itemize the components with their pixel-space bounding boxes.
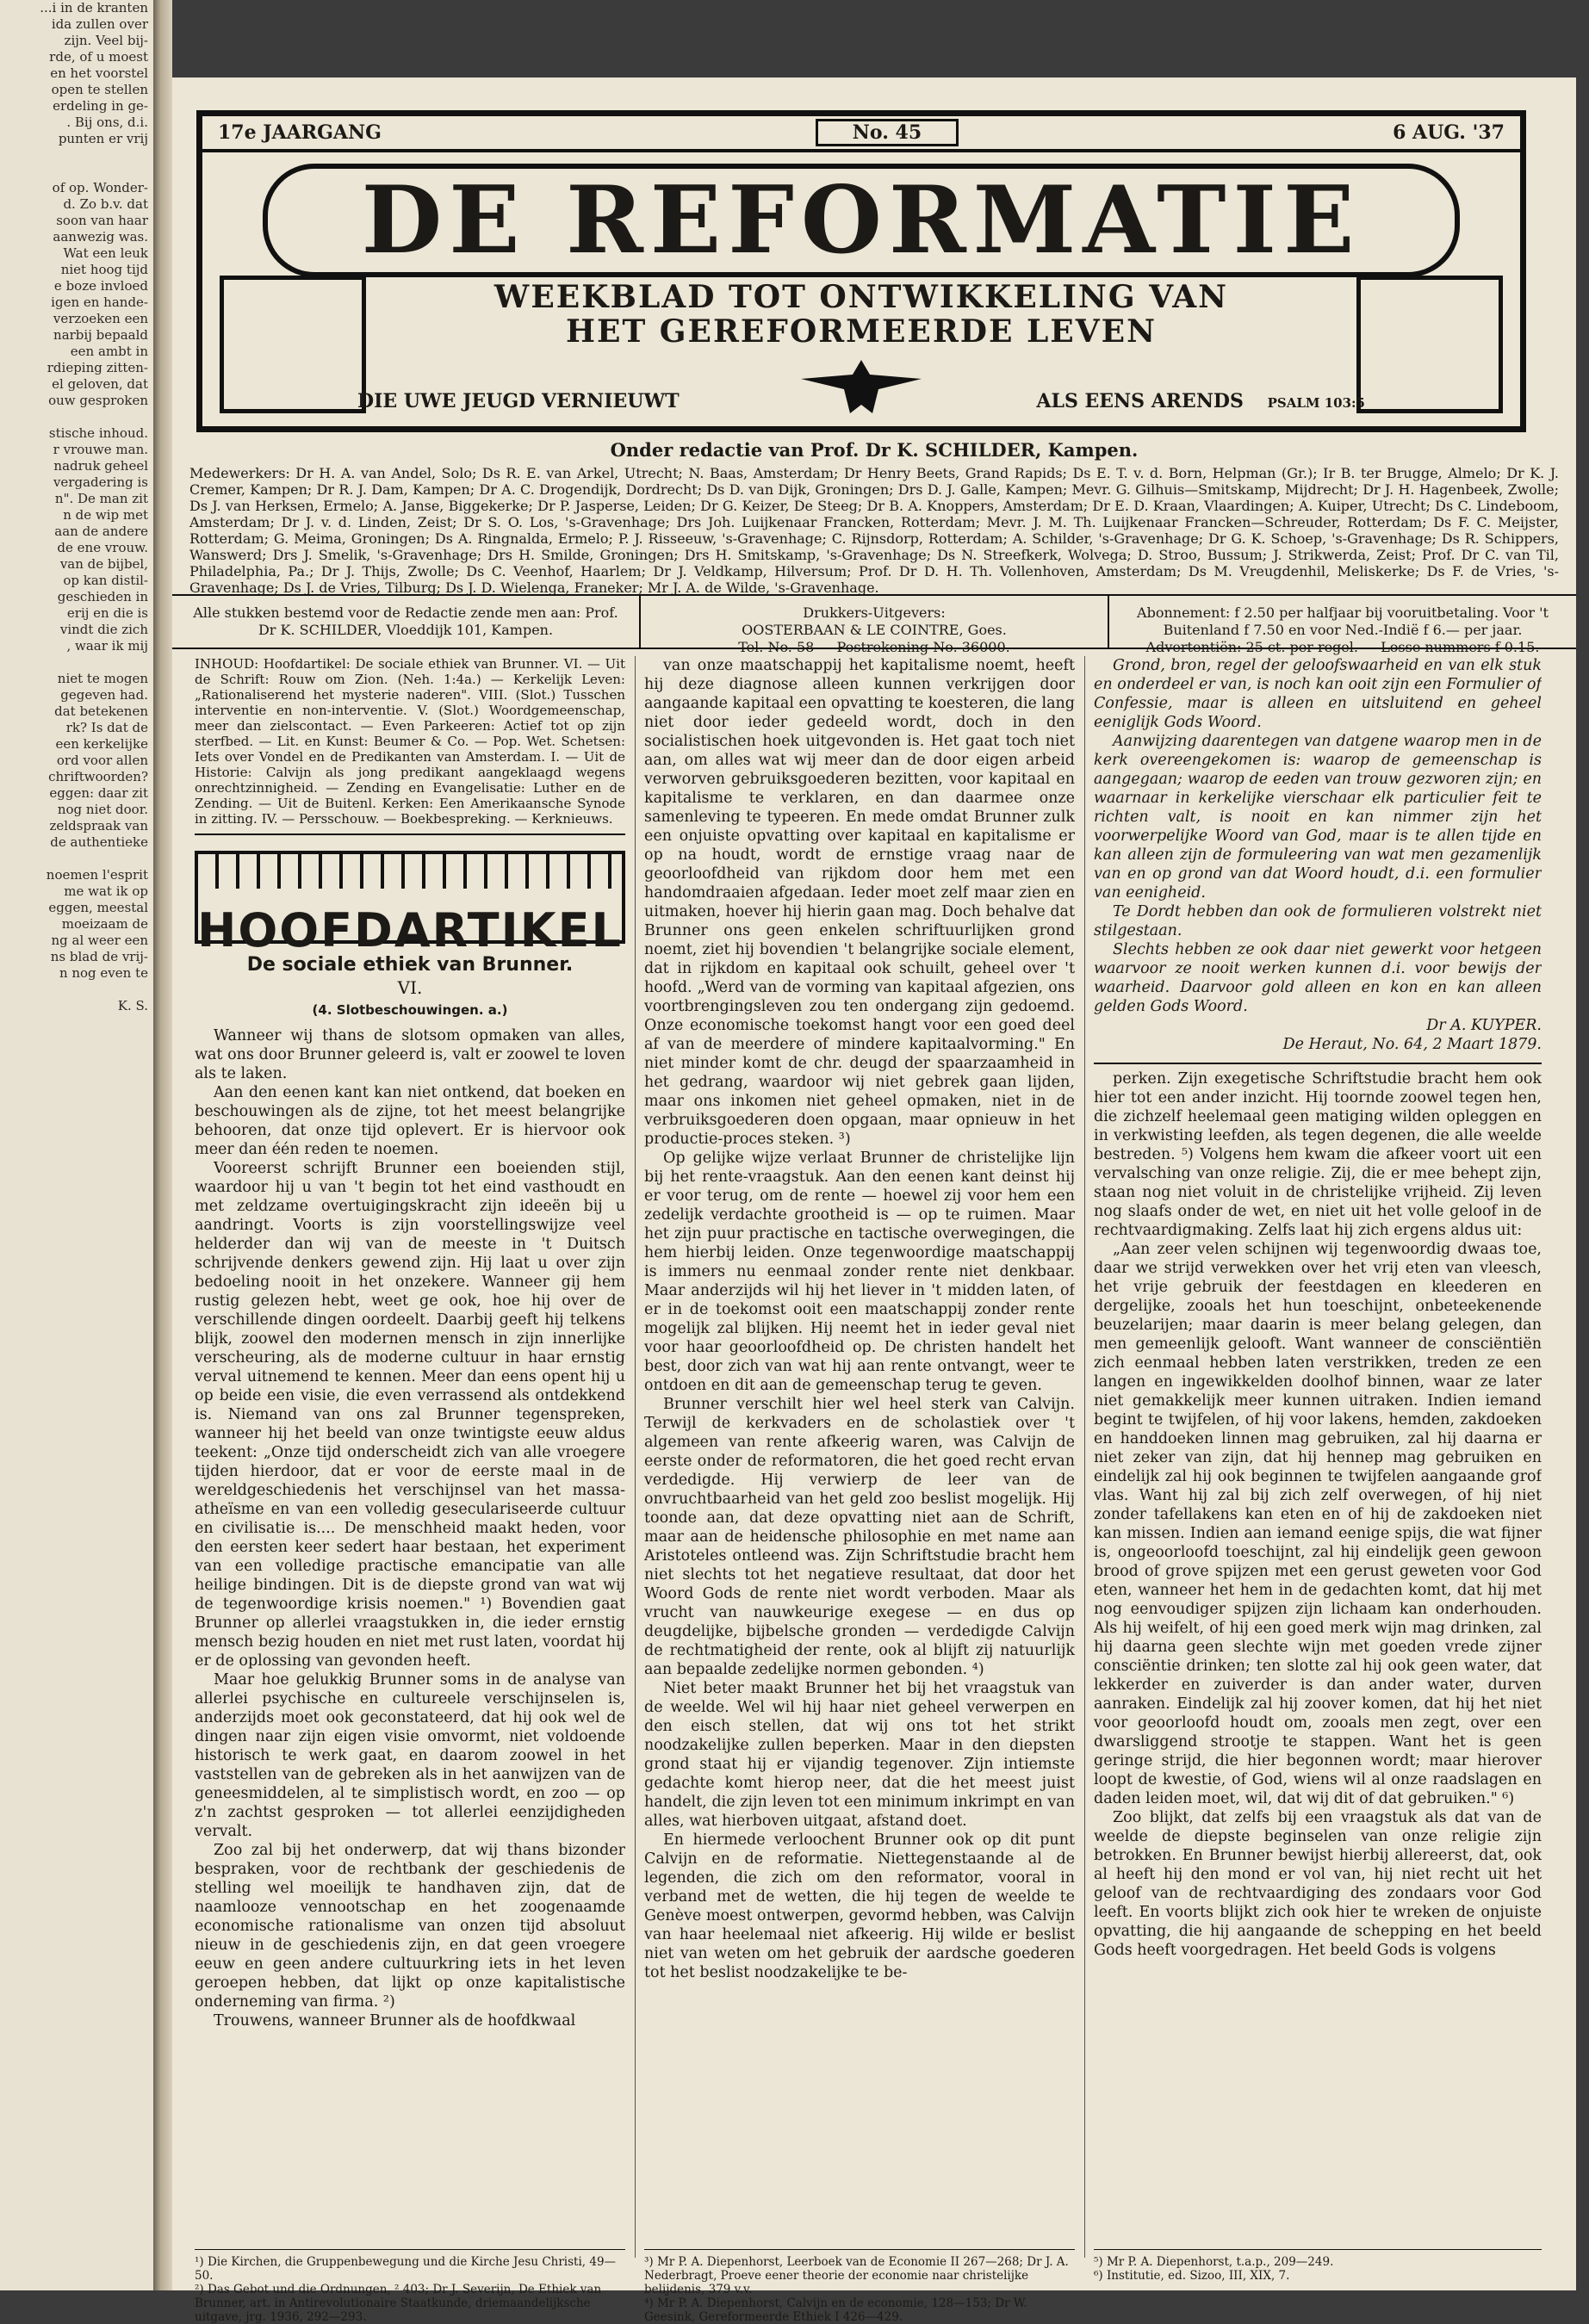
footnote: ⁴) Mr P. A. Diepenhorst, Calvijn en de economie, 128—153; Dr W. Geesink, Gereformeerde Ethiek I 426—429. [644,2296,1027,2324]
contributors-list: Medewerkers: Dr H. A. van Andel, Solo; Ds R. E. van Arkel, Utrecht; N. Baas, Amsterdam; Dr Henry Beets, Grand Rapids; Ds E. T. v. d. Born, Helpman (Gr.); Ir B. ter Brugge, Almelo; Dr K. J. Cremer, Kampen; Dr R. J. Dam, Kampen; Dr A. C. Drogendijk, Dordrecht; Ds D. van Dijk, Groningen; Drs D. J. Galle, Kampen; Mevr. G. Gilhuis—Smitskamp, Mijdrecht; Dr J. H. Hagenbeek, Zwolle; Ds J. van Herksen, Ermelo; A. Janse, Biggekerke; Dr P. Jasperse, Leiden; Dr G. Keizer, De Steeg; Dr B. A. Knoppers, Amsterdam; Dr E. D. Kraan, Vlaardingen; A. Kuiper, Utrecht; Ds C. Lindeboom, Amsterdam; Dr J. v. d. Linden, Zeist; Dr S. O. Los, 's-Gravenhage; Drs Joh. Luijkenaar Francken, Rotterdam; Mevr. J. M. Th. Luijkenaar Francken—Schreuder, Rotterdam; Ds F. C. Meijster, Rotterdam; G. Meima, Groningen; Ds A. Ringnalda, Ermelo; P. J. Risseeuw, 's-Gravenhage; C. Rijnsdorp, Rotterdam; A. Schilder, 's-Gravenhage; Dr G. K. Schoep, 's-Gravenhage; Ds R. Schippers, Wanswerd; Drs J. Smelik, 's-Gravenhage; Drs H. Smilde, Groningen; Drs H. Smitskamp, 's-Gravenhage; Ds N. Streefkerk, Wolvega; D. Stroo, Bussum; J. Strikwerda, Zeist; Prof. Dr C. van Til, Philadelphia, Pa.; Dr J. Thijs, Zwolle; Ds C. Veenhof, Haarlem; Dr J. Veldkamp, Hilversum; Prof. Dr D. H. Th. Vollenhoven, Amsterdam; Ds M. Vreugdenhil, Meliskerke; Ds F. de Vries, 's-Gravenhage; Ds J. de Vries, Tilburg; Ds J. D. Wielenga, Franeker; Mr J. A. de Wilde, 's-Gravenhage. [189,465,1559,596]
prev-page-line: nadruk geheel [53,458,148,474]
prev-page-line: de ene vrouw. [57,540,148,555]
column-rule-2 [1084,656,1085,2258]
issue-number: No. 45 [816,119,959,146]
prev-page-line: geschieden in [57,589,148,604]
ornament-right [1356,276,1503,413]
column-2 [644,656,1075,2249]
column-2-body [644,656,1075,1982]
quote-body [1094,656,1542,1016]
article-paragraph: Niet beter maakt Brunner het bij het vraagstuk van de weelde. Wel wil hij haar niet geheel verwerpen en den eisch stellen, dat wij ons tot het strikt noodzakelijke zullen beperken. Maar in den diepsten grond staat hij er vijandig tegenover. Zijn intiemste gedachte komt hierop neer, dat die het meest juist handelt, die zijn leven tot een minimum inkrimpt en van alles, wat hierboven uitgaat, afstand doet. [644,1680,1075,1830]
quote-paragraph: Te Dordt hebben dan ook de formulieren volstrekt niet stilgestaan. [1094,903,1542,939]
footnote: ⁶) Institutie, ed. Sizoo, III, XIX, 7. [1094,2269,1290,2283]
article-title: De sociale ethiek van Brunner. [246,954,574,976]
publisher-name: OOSTERBAAN & LE COINTRE, Goes. [742,622,1007,638]
ornament-left [220,276,366,413]
prev-page-line: gegeven had. [60,687,148,703]
prev-page-line: r vrouwe man. [53,442,148,457]
masthead [196,110,1526,432]
section-heading: HOOFDARTIKEL [195,851,625,944]
prev-page-line [0,147,153,164]
publisher-phone: Tel. No. 58 — Postrekening No. 36000. [738,639,1010,655]
quote-paragraph: Aanwijzing daarentegen van datgene waarop men in de kerk overeengekomen is: waarop de gemeenschap is aangegaan; waarop de eeden van trouw gezworen zijn; en waarnaar in kerkelijke vierschaar elk particulier feit te richten valt, is nooit en kan nimmer zijn het voorwerpelijke Woord van God, maar is te allen tijde en kan alleen zijn de formuleering van wat men gezamenlijk van en op grond van dat Woord houdt, d.i. een formulier van eenigheid. [1094,733,1542,902]
quote-paragraph: Grond, bron, regel der geloofswaarheid en van elk stuk en onderdeel er van, is noch kan ooit zijn een Formulier of Confessie, maar is alleen en uitsluitend en geheel eeniglijk Gods Woord. [1094,657,1542,731]
newspaper-subtitle [461,280,1262,349]
footnotes-column-2 [644,2249,1075,2324]
prev-page-line: ord voor allen [56,753,148,768]
masthead-motto [357,390,1365,412]
article-part: VI. [397,977,423,998]
article-paragraph: Zoo zal bij het onderwerp, dat wij thans bizonder bespraken, voor de rechtbank der geschiedenis de stelling wel moeilijk te handhaven zijn, dat de naamlooze vennootschap en het zoogenaamde economische rationalisme van onzen tijd absoluut nieuw in de geschiedenis zijn, en dat geen vroegere eeuw en geen andere cultuurkring iets in het leven geroepen hebben, dat lijkt op onze kapitalistische onderneming van firma. ²) [195,1842,625,2011]
article-paragraph: van onze maatschappij het kapitalisme noemt, heeft hij deze diagnose alleen kunnen verkrijgen door aangaande kapitaal een opvatting te koesteren, die lang niet door ieder gedeeld wordt, doch in den socialistischen hoek uitgevonden is. Het gaat toch niet aan, om alles wat wij meer dan de door eigen arbeid verworven gebruiksgoederen bezitten, voor kapitaal en kapitalisme te verklaren, en dan daarmee onze samenleving te typeeren. En mede omdat Brunner zulk een onjuiste opvatting over kapitaal en kapitalisme er op na houdt, wordt de ernstige vraag naar de geoorloofdheid van rijkdom door hem met een handomdraaien afgedaan. Ieder moet zelf maar zien en uitmaken, hoever hij hierin gaan mag. Doch behalve dat Brunner ons geen enkelen schriftuurlijken grond noemt, ziet hij bovendien 't belangrijke sociale element, dat in rijkdom en kapitaal ook schuilt, geheel over 't hoofd. „Werd van de vorming van kapitaal afgezien, ons voortbrengingsleven zou ten ondergang zijn gedoemd. Onze economische toekomst hangt voor een goed deel af van de meerdere of mindere kapitaalvorming." En niet minder komt de chr. deugd der spaarzaamheid in het gedrang, waardoor wij niet gebrek gaan lijden, maar ons inkomen niet geheel opmaken, niet in de verbruiksgoederen doen opgaan, maar opnieuw in het productie-proces steken. ³) [644,657,1075,1148]
previous-page-strip [0,0,153,2290]
prev-page-line: van de bijbel, [59,556,148,572]
prev-page-line: eggen: daar zit [49,785,148,801]
prev-page-line: ns blad de vrij- [50,949,148,964]
motto-left: DIE UWE JEUGD VERNIEUWT [357,390,680,412]
footnote: ³) Mr P. A. Diepenhorst, Leerboek van de Economie II 267—268; Dr J. A. Nederbragt, Proeve eener theorie der economie naar christelijke belijdenis, 379 v.v. [644,2255,1069,2296]
prev-page-line: een ambt in [70,344,148,359]
prev-page-line: zeldspraak van [49,818,148,834]
subscription-info: Abonnement: f 2.50 per halfjaar bij vooruitbetaling. Voor 't Buitenland f 7.50 en voor Ned.-Indië f 6.— per jaar. Advertentiën: 25 ct. per regel. — Losse nummers f 0.15. [1108,596,1576,648]
publication-info [172,594,1576,655]
article-paragraph: Trouwens, wanneer Brunner als de hoofdkwaal [214,2012,576,2030]
prev-page-line: ida zullen over [51,16,148,32]
article-paragraph: perken. Zijn exegetische Schriftstudie bracht hem ook hier tot een ander inzicht. Hij toornde zoowel tegen hen, die zichzelf heelemaal geen matiging wilden opleggen en in verkwisting leefden, als tegen degenen, die alle weelde bestreden. ⁵) Volgens hem kwam die afkeer voort uit een vervalsching van onze religie. Zij, die er mee behept zijn, staan nog niet voluit in de christelijke vrijheid. Zij leven nog slaafs onder de wet, en niet uit het volle geloof in de rechtvaardigmaking. Zelfs laat hij zich ergens aldus uit: [1094,1070,1542,1239]
editor-line: Onder redactie van Prof. Dr K. SCHILDER, Kampen. [610,439,1139,461]
motto-right-wrap [1036,390,1365,412]
prev-page-line: niet te mogen [57,671,148,686]
issue-date: 6 AUG. '37 [1393,121,1505,144]
prev-page-line [0,654,153,671]
prev-page-line: en het voorstel [50,65,148,81]
column-1 [195,656,625,2249]
prev-page-line: n". De man zit [54,491,148,506]
motto-right: ALS EENS ARENDS [1036,390,1244,412]
editorial-address: Alle stukken bestemd voor de Redactie zende men aan: Prof. Dr K. SCHILDER, Vloeddijk 101, Kampen. [193,604,618,638]
prev-page-line: K. S. [117,998,148,1013]
table-of-contents: INHOUD: Hoofdartikel: De sociale ethiek van Brunner. VI. — Uit de Schrift: Rouw om Zion. (Neh. 1:4a.) — Kerkelijk Leven: „Rationaliserend het mysterie naderen". VIII. (Slot.) Tusschen interventie en non-interventie. V. (Slot.) Woordgemeenschap, meer dan zielscontact. — Even Parkeeren: Actief tot op zijn sterfbed. — Lit. en Kunst: Beumer & Co. — Pop. Wet. Schetsen: Iets over Vondel en de Predikanten van Amsterdam. I. — Uit de Historie: Calvijn als jong predikant aangeklaagd wegens onrechtzinnigheid. — Zending en Evangelisatie: Luther en de Zending. — Uit de Buitenl. Kerken: Een Amerikaansche Synode in zitting. IV. — Persschouw. — Boekbespreking. — Kerknieuws. [195,656,625,835]
prev-page-line: ng al weer een [51,933,148,948]
article-paragraph: Vooreerst schrijft Brunner een boeienden stijl, waardoor hij u van 't begin tot het eind vasthoudt en met zeldzame overtuigingskracht zijn ideeën bij u aandringt. Voorts is zijn voorstellingswijze veel helderder dan wij van de meeste in 't Duitsch schrijvende denkers gewend zijn. Hij laat u over zijn bedoeling nooit in het onzekere. Wanneer gij hem rustig gelezen hebt, weet ge ook, hoe hij over de verschillende dingen oordeelt. Daarbij geeft hij telkens blijk, zoowel den modernen mensch in zijn innerlijke verscheuring, als de moderne cultuur in haar ernstig verval uitnemend te kennen. Meer dan eens opent hij u op beide een visie, die even verrassend als ontdekkend is. Niemand van ons zal Brunner tegenspreken, wanneer hij het beeld van onze twintigste eeuw aldus teekent: „Onze tijd onderscheidt zich van alle vroegere tijden hierdoor, dat er voor de eerste maal in de wereldgeschiedenis het verschijnsel van het massa-atheïsme en van een volledig geseculariseerde cultuur en civilisatie is.... De menschheid maakt heden, voor den eersten keer sedert haar bestaan, het experiment van een volledige practische emancipatie van alle heilige bindingen. Dit is de diepste grond van wat wij de tegenwoordige krisis noemen." ¹) Bovendien gaat Brunner op allerlei vraagstukken in, die ieder ernstig mensch bezig houden en niet met rust laten, voordat hij er de oplossing van gevonden heeft. [195,1160,625,1670]
prev-page-line: n de wip met [63,507,148,523]
article-paragraph: Maar hoe gelukkig Brunner soms in de analyse van allerlei psychische en cultureele verschijnselen is, anderzijds moet ook geconstateerd, dat hij ook wel de dingen naar zijn eigen visie omvormt, niet voldoende historisch te werk gaat, en daarom zoowel in het vaststellen van de gebreken als in het aanwijzen van de geneesmiddelen, al te simplistisch wordt, en zoo — op z'n zachtst gesproken — tot allerlei eenzijdigheden vervalt. [195,1671,625,1840]
newspaper-page [172,77,1576,2324]
prev-page-line: vindt die zich [59,622,148,637]
prev-page-line [0,851,153,867]
article-subtitle: (4. Slotbeschouwingen. a.) [312,1002,508,1018]
column-1-body [195,1026,625,2030]
article-paragraph: Wanneer wij thans de slotsom opmaken van alles, wat ons door Brunner geleerd is, valt er zoowel te loven als te laken. [195,1027,625,1082]
column-rule-1 [635,656,636,2258]
prev-page-line: noemen l'esprit [46,867,148,883]
prev-page-line: . Bij ons, d.i. [66,115,148,130]
prev-page-line: ouw gesproken [48,393,148,408]
footnotes-column-1 [195,2249,625,2324]
prev-page-line: me wat ik op [64,883,148,899]
prev-page-line [0,164,153,180]
article-paragraph: „Aan zeer velen schijnen wij tegenwoordig dwaas toe, daar we strijd verwekken over het vrij eten van vleesch, het vrije gebruik der feestdagen en kleederen en dergelijke, zooals het hun toeschijnt, onbeteekenende beuzelarijen; maar daarin is meer belang gelegen, dan men gemeenlijk gelooft. Want wanneer de consciëntiën zich eenmaal hebben laten verstrikken, treden ze een langen en ingewikkelden doolhof binnen, waar ze later niet gemakkelijk meer kunnen uitraken. Indien iemand begint te twijfelen, of hij voor lakens, hemden, zakdoeken en handdoeken linnen mag gebruiken, zal hij daarna er niet zeker van zijn, dat hij hennep mag gebruiken en eindelijk zal hij ook beginnen te twijfelen aangaande grof vlas. Want hij zal bij zich zelf overwegen, of hij niet zonder tafellakens kan eten en of hij de zakdoeken niet kan missen. Indien aan iemand eenige spijs, die wat fijner is, ongeoorloofd toeschijnt, zal hij eindelijk geen gewoon brood of grove spijzen met een gerust geweten voor God eten, wanneer het hem in de gedachten komt, dat hij met nog eenvoudiger spijzen zijn lichaam kan onderhouden. Als hij weifelt, of hij een goed merk wijn mag drinken, zal hij daarna geen slechte wijn met goeden vrede zijner consciëntie drinken; ten slotte zal hij ook geen water, dat lekkerder en zuiverder is dan ander water, durven aanraken. Eindelijk zal hij zoover komen, dat hij het niet voor geoorloofd houdt om, zooals men zegt, over een dwarsliggend strootje te stappen. Want het is geen geringe strijd, die hier begonnen wordt; maar hierover loopt de kwestie, of God, wiens wil al onze raadslagen en daden leiden moet, wil, dat wij dit of dat gebruiken." ⁶) [1094,1241,1542,1807]
footnote: ⁵) Mr P. A. Diepenhorst, t.a.p., 209—249. [1094,2255,1334,2269]
prev-page-line: erdeling in ge- [53,98,148,114]
prev-page-line: el geloven, dat [52,376,148,392]
quote-source: De Heraut, No. 64, 2 Maart 1879. [1282,1036,1542,1053]
prev-page-line: rdieping zitten- [47,360,148,375]
subtitle-line-1: WEEKBLAD TOT ONTWIKKELING VAN [493,279,1229,315]
column-3-body [1094,1069,1542,1960]
footnote: ¹) Die Kirchen, die Gruppenbewegung und die Kirche Jesu Christi, 49—50. [195,2255,617,2283]
prev-page-line: igen en hande- [51,294,148,310]
footnote: ²) Das Gebot und die Ordnungen, ² 403; Dr J. Severijn, De Ethiek van Brunner, art. in Antirevolutionaire Staatkunde, driemaandelijksche uitgave, jrg. 1936, 292—293. [195,2283,602,2324]
prev-page-line: eggen, meestal [48,900,148,915]
prev-page-line: rk? Is dat de [65,720,148,735]
column-3 [1094,656,1542,2249]
motto-reference: PSALM 103:5 [1267,395,1365,411]
quote-author: Dr A. KUYPER. [1426,1017,1542,1034]
quote-paragraph: Slechts hebben ze ook daar niet gewerkt voor hetgeen waarvoor ze nooit werken kunnen d.i. voor bewijs der waarheid. Daarvoor gold alleen en kon en kan alleen gelden Gods Woord. [1094,941,1542,1015]
prev-page-line: rde, of u moest [49,49,148,65]
prev-page-line: aan de andere [54,524,148,539]
prev-page-line: dat betekenen [54,703,148,719]
prev-page-line: op kan distil- [63,573,148,588]
prev-page-line: , waar ik mij [66,638,148,654]
prev-page-line: de authentieke [50,834,148,850]
prev-page-line: of op. Wonder- [52,180,148,195]
publisher-label: Drukkers-Uitgevers: [803,604,946,621]
prev-page-line: d. Zo b.v. dat [63,196,148,212]
kuyper-quote [1094,656,1542,1054]
footnotes-column-3 [1094,2249,1542,2283]
article-paragraph: Op gelijke wijze verlaat Brunner de christelijke lijn bij het rente-vraagstuk. Aan den eenen kant deinst hij er voor terug, om de rente — hoewel zij voor hem een zedelijk verdachte grootheid is — op te ruimen. Maar het zijn puur practische en tactische overwegingen, die hem hierbij leiden. Onze tegenwoordige maatschappij is immers nu eenmaal zonder rente niet denkbaar. Maar anderzijds wil hij het liever in 't midden laten, of er in de toekomst ooit een maatschappij zonder rente mogelijk zal blijken. Hij neemt het in ieder geval niet voor haar geoorloofdheid op. De christen handelt het best, door zich van wat hij aan rente ontvangt, weer te ontdoen en dit aan de gemeenschap terug te geven. [644,1150,1075,1394]
volume-label: 17e JAARGANG [218,121,382,144]
prev-page-line: een kerkelijke [55,736,148,752]
quote-divider [1094,1063,1542,1064]
prev-page-line: n nog even te [59,965,148,981]
prev-page-line: e boze invloed [53,278,148,294]
prev-page-line: aanwezig was. [53,229,148,245]
prev-page-line: niet hoog tijd [60,262,148,277]
prev-page-line: open te stellen [51,82,148,97]
prev-page-line: vergadering is [53,474,148,490]
prev-page-line: moeizaam de [61,916,148,932]
prev-page-line: erij en die is [66,605,148,621]
prev-page-line: narbij bepaald [53,327,148,343]
prev-page-line [0,409,153,425]
article-paragraph: Zoo blijkt, dat zelfs bij een vraagstuk als dat van de weelde de diepste beginselen van onze religie zijn betrokken. En Brunner bewijst hierbij allereerst, dat, ook al heeft hij den mond er vol van, hij niet recht uit het geloof van de rechtvaardiging des zondaars voor God leeft. En voorts blijkt zich ook hier te wreken de onjuiste opvatting, die hij aangaande de schepping en het beeld Gods heeft voorgedragen. Het beeld Gods is volgens [1094,1809,1542,1959]
page-gutter [153,0,172,2290]
article-paragraph: En hiermede verloochent Brunner ook op dit punt Calvijn en de reformatie. Niettegenstaande al de legenden, die zich om den reformator, vooral in verband met de wetten, die hij tegen de weelde te Genève moest ontwerpen, gevormd hebben, was Calvijn van haar heelemaal niet afkeerig. Hij wilde er beslist niet van weten om het gebruik der aardsche goederen tot het beslist noodzakelijke te be- [644,1831,1075,1981]
prev-page-line: zijn. Veel bij- [64,33,148,48]
prev-page-line: ...i in de kranten [40,0,148,15]
prev-page-line: punten er vrij [58,131,148,146]
publisher-info [639,596,1108,655]
prev-page-line: nog niet door. [57,802,148,817]
subtitle-line-2: HET GEREFORMEERDE LEVEN [565,313,1158,350]
article-paragraph: Aan den eenen kant kan niet ontkend, dat boeken en beschouwingen als de zijne, tot het meest belangrijke behooren, dat onze tijd oplevert. Er is hiervoor ook meer dan één reden te noemen. [195,1084,625,1158]
article-paragraph: Brunner verschilt hier wel heel sterk van Calvijn. Terwijl de kerkvaders en de scholastiek over 't algemeen van rente afkeerig waren, was Calvijn de eerste onder de reformatoren, die het goed recht ervan verdedigde. Hij verwierp de leer van de onvruchtbaarheid van het geld zoo beslist mogelijk. Hij toonde aan, dat deze opvatting niet aan de Schrift, maar aan de heidensche philosophie en met name aan Aristoteles ontleend was. Zijn Schriftstudie bracht hem niet slechts tot het negatieve resultaat, dat door het Woord Gods de rente niet wordt verboden. Maar als vrucht van nauwkeurige exegese — en dus op deugdelijke, bijbelsche gronden — verdedigde Calvijn de rechtmatigheid der rente, ook al blijft zij natuurlijk aan bepaalde zedelijke normen gebonden. ⁴) [644,1396,1075,1678]
prev-page-line [0,982,153,998]
prev-page-line: soon van haar [56,213,148,228]
prev-page-line: verzoeken een [53,311,148,326]
newspaper-title: DE REFORMATIE [263,164,1460,277]
prev-page-line: chriftwoorden? [48,769,148,784]
masthead-top-bar [202,116,1520,152]
prev-page-line: Wat een leuk [63,245,148,261]
prev-page-line: stische inhoud. [48,425,148,441]
